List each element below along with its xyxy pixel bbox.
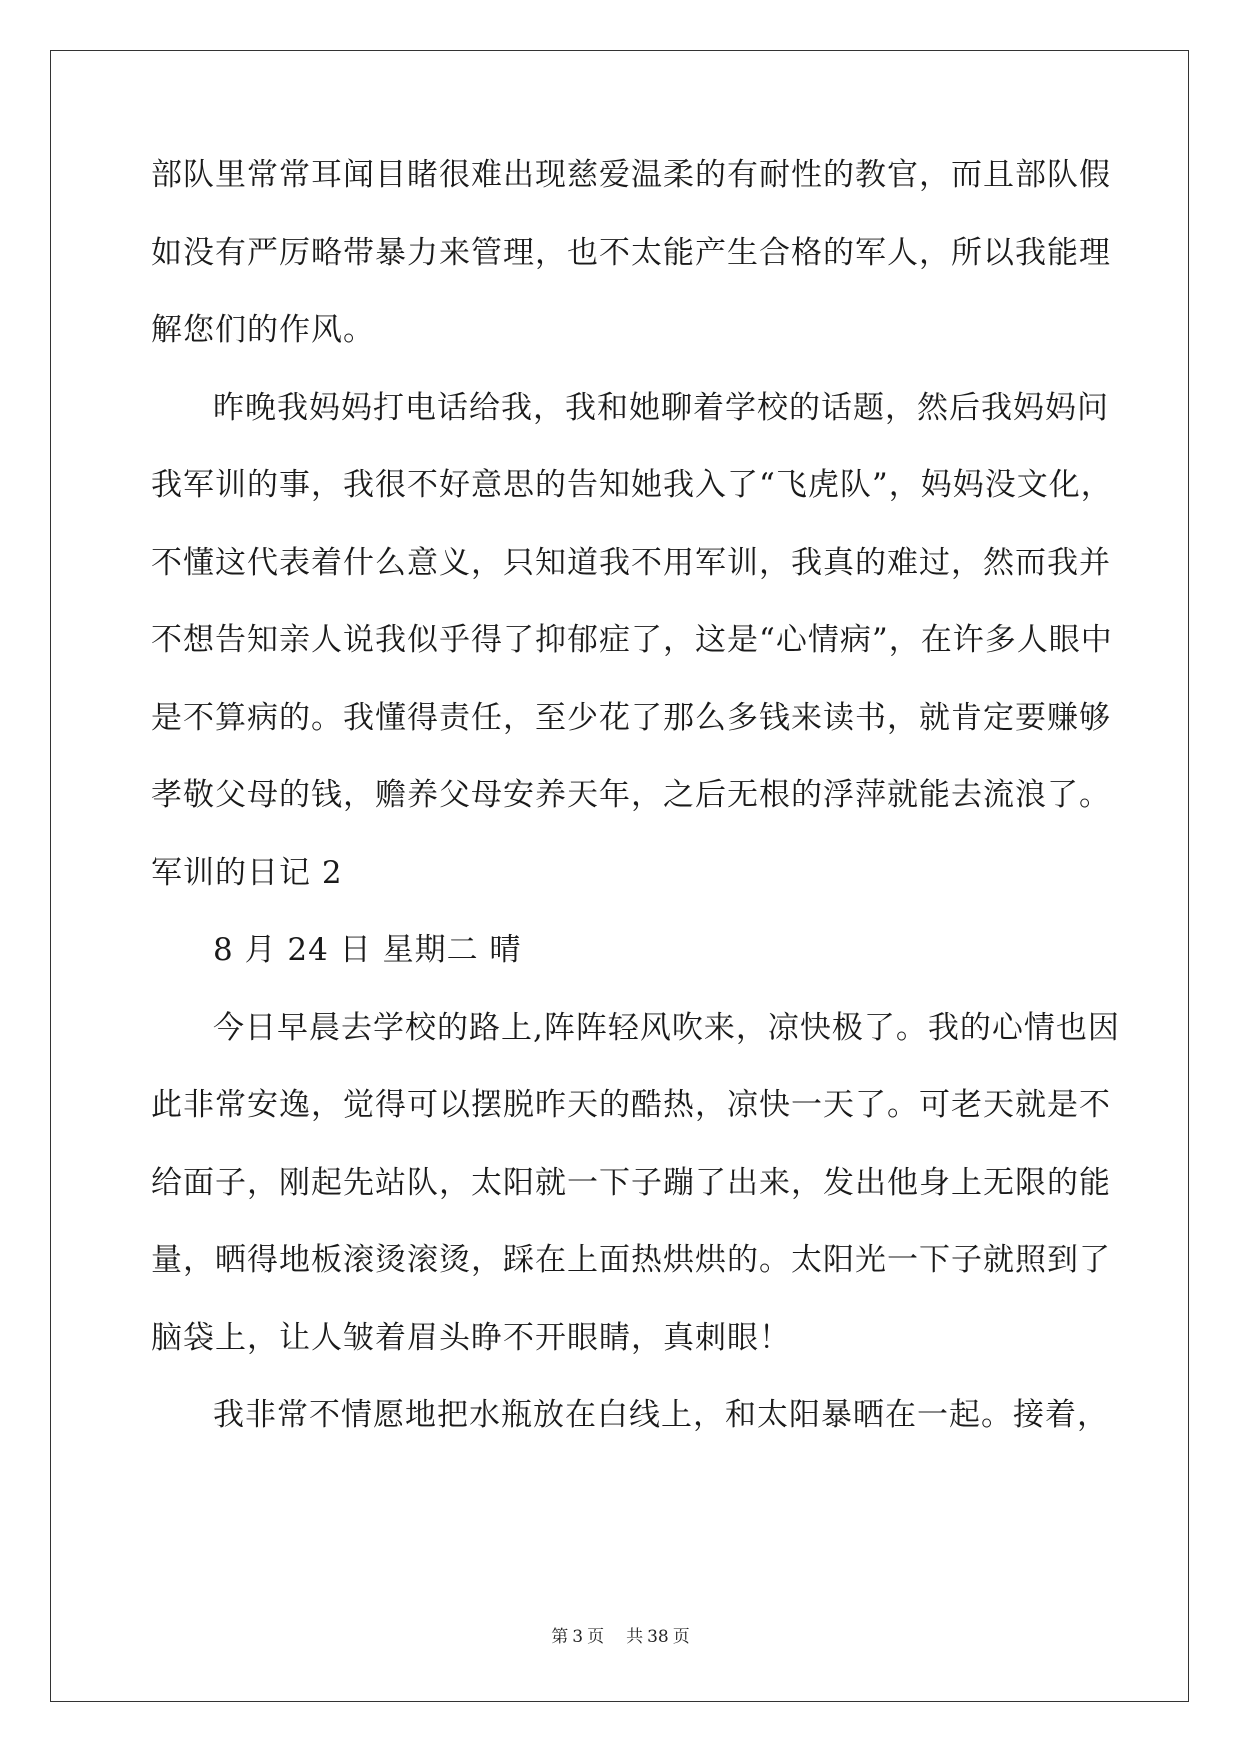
- text-line: 昨晚我妈妈打电话给我，我和她聊着学校的话题，然后我妈妈问: [213, 389, 1109, 426]
- text-line: 部队里常常耳闻目睹很难出现慈爱温柔的有耐性的教官，而且部队假: [151, 157, 1111, 193]
- page-prefix: 第: [551, 1627, 569, 1647]
- text-line: 我非常不情愿地把水瓶放在白线上，和太阳暴晒在一起。接着，: [213, 1397, 1109, 1433]
- text-line: 如没有严厉略带暴力来管理，也不太能产生合格的军人，所以我能理: [151, 234, 1111, 271]
- text-line: 量，晒得地板滚烫滚烫，踩在上面热烘烘的。太阳光一下子就照到了: [151, 1242, 1111, 1278]
- text-line: 孝敬父母的钱，赡养父母安养天年，之后无根的浮萍就能去流浪了。: [151, 777, 1111, 813]
- page-footer: [0, 1622, 1241, 1647]
- text-line: 不懂这代表着什么意义，只知道我不用军训，我真的难过，然而我并: [151, 544, 1111, 581]
- text-line: 此非常安逸，觉得可以摆脱昨天的酷热，凉快一天了。可老天就是不: [151, 1087, 1111, 1123]
- page-number: 3: [572, 1627, 584, 1647]
- text-line: 是不算病的。我懂得责任，至少花了那么多钱来读书，就肯定要赚够: [151, 699, 1111, 736]
- total-prefix: 共: [626, 1627, 644, 1647]
- page-total: 38: [647, 1627, 669, 1647]
- text-line: 不想告知亲人说我似乎得了抑郁症了，这是“心情病”，在许多人眼中: [151, 622, 1113, 658]
- text-line: 解您们的作风。: [151, 312, 375, 348]
- text-line: 给面子，刚起先站队，太阳就一下子蹦了出来，发出他身上无限的能: [151, 1164, 1111, 1201]
- text-line: 脑袋上，让人皱着眉头睁不开眼睛，真刺眼！: [151, 1319, 791, 1356]
- document-body: [151, 157, 1120, 1478]
- diary-date-line: 8 月 24 日 星期二 晴: [213, 932, 522, 968]
- total-suffix: 页: [672, 1627, 690, 1647]
- section-heading: 军训的日记 2: [151, 854, 343, 891]
- page-suffix: 页: [587, 1627, 605, 1647]
- text-line: 我军训的事，我很不好意思的告知她我入了“飞虎队”，妈妈没文化，: [151, 467, 1113, 503]
- text-line: 今日早晨去学校的路上,阵阵轻风吹来，凉快极了。我的心情也因: [213, 1009, 1120, 1046]
